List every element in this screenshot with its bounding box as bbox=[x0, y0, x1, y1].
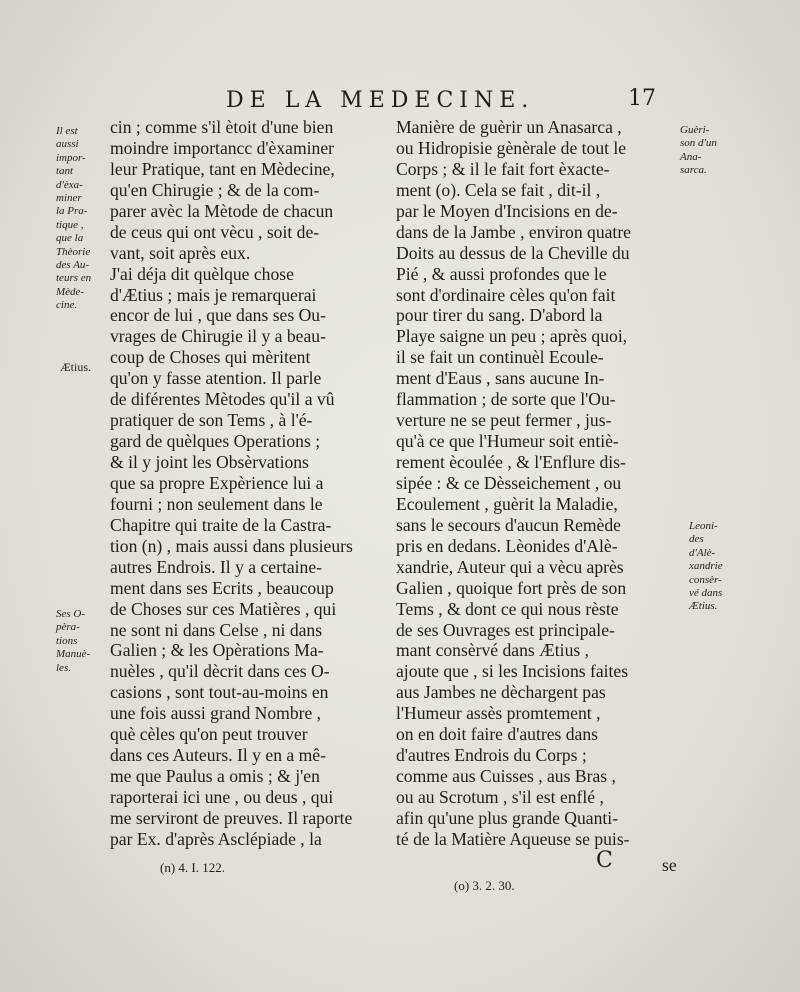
margin-note-line: son d'un bbox=[680, 137, 717, 150]
page-number: 17 bbox=[628, 86, 656, 111]
text-line: té de la Matière Aqueuse se puis- bbox=[396, 828, 630, 849]
text-line: Corps ; & il le fait fort èxacte- bbox=[396, 158, 610, 179]
text-line: vant, soit après eux. bbox=[110, 242, 251, 263]
text-line: Manière de guèrir un Anasarca , bbox=[396, 117, 622, 137]
text-line: verture ne se peut fermer , jus- bbox=[396, 410, 612, 431]
text-line: raporterai ici une , ou deus , qui bbox=[110, 787, 334, 807]
margin-note-line: impor- bbox=[56, 151, 86, 164]
margin-note-line: Manuè- bbox=[56, 648, 91, 661]
margin-note-line: des bbox=[689, 533, 704, 546]
text-line: mant consèrvé dans Ætius , bbox=[396, 640, 590, 661]
text-line: afin qu'une plus grande Quanti- bbox=[396, 807, 619, 828]
text-line: rement ècoulée , & l'Enflure dis- bbox=[396, 452, 626, 472]
text-line: que sa propre Expèrience lui a bbox=[110, 472, 324, 493]
margin-note-line: Mède- bbox=[56, 285, 85, 298]
margin-note-line: d'Alè- bbox=[689, 546, 716, 559]
margin-note-line: miner bbox=[56, 192, 82, 205]
text-line: par Ex. d'après Asclépiade , la bbox=[110, 828, 322, 849]
text-line: qu'en Chirugie ; & de la com- bbox=[110, 179, 320, 200]
catchword: se bbox=[662, 855, 677, 875]
margin-note-importance bbox=[56, 125, 91, 313]
text-line: xandrie, Auteur qui a vècu après bbox=[396, 556, 624, 577]
margin-note-line: tique , bbox=[56, 218, 84, 231]
text-line: moindre importancc d'èxaminer bbox=[110, 137, 334, 158]
margin-note-line: Ætius. bbox=[60, 360, 92, 374]
text-line: Galien ; & les Opèrations Ma- bbox=[110, 640, 324, 661]
text-line: de ses Ouvrages est principale- bbox=[396, 619, 615, 640]
margin-note-line: Il est bbox=[56, 125, 78, 137]
margin-note-line: tant bbox=[56, 165, 74, 178]
text-line: une fois aussi grand Nombre , bbox=[110, 703, 322, 724]
text-line: Doits au dessus de la Cheville du bbox=[396, 242, 630, 263]
text-line: sont d'ordinaire cèles qu'on fait bbox=[396, 284, 616, 305]
margin-note-leonides bbox=[689, 520, 723, 614]
margin-note-line: aussi bbox=[56, 138, 79, 151]
margin-note-line: Thèorie bbox=[56, 245, 91, 258]
margin-note-line: pèra- bbox=[56, 621, 80, 634]
margin-note-line: cine. bbox=[56, 299, 78, 312]
margin-note-line: tions bbox=[56, 634, 78, 647]
text-line: me serviront de preuves. Il raporte bbox=[110, 807, 353, 828]
text-line: il se fait un continuèl Ecoule- bbox=[396, 347, 604, 368]
text-line: què cèles qu'on peut trouver bbox=[110, 724, 308, 745]
margin-note-line: teurs en bbox=[56, 272, 92, 285]
text-line: J'ai déja dit quèlque chose bbox=[110, 263, 294, 284]
text-line: leur Pratique, tant en Mèdecine, bbox=[110, 158, 335, 179]
text-line: Ecoulement , guèrit la Maladie, bbox=[396, 493, 618, 514]
text-line: qu'à ce que l'Humeur soit entiè- bbox=[396, 431, 619, 452]
text-line: gard de quèlques Operations ; bbox=[110, 431, 321, 452]
margin-note-line: consèr- bbox=[689, 573, 722, 586]
margin-note-line: sarca. bbox=[680, 164, 707, 177]
margin-note-operations bbox=[56, 608, 90, 675]
running-head: DE LA MEDECINE. bbox=[226, 88, 535, 113]
margin-note-aetius bbox=[60, 361, 91, 374]
text-line: Tems , & dont ce qui nous rèste bbox=[396, 598, 619, 619]
text-line: casions , sont tout-au-moins en bbox=[110, 682, 329, 703]
text-line: sans le secours d'aucun Remède bbox=[396, 514, 621, 535]
text-line: par le Moyen d'Incisions en de- bbox=[396, 200, 618, 221]
text-line: aus Jambes ne dèchargent pas bbox=[396, 682, 606, 703]
text-line: tion (n) , mais aussi dans plusieurs bbox=[110, 535, 353, 556]
text-line: fourni ; non seulement dans le bbox=[110, 493, 323, 514]
text-line: Pié , & aussi profondes que le bbox=[396, 263, 607, 284]
margin-note-anasarca bbox=[680, 124, 717, 178]
text-line: de Choses sur ces Matières , qui bbox=[110, 598, 337, 619]
text-line: Playe saigne un peu ; après quoi, bbox=[396, 326, 628, 347]
text-line: me que Paulus a omis ; & j'en bbox=[110, 766, 320, 787]
text-line: ment dans ses Ecrits , beaucoup bbox=[110, 577, 334, 598]
text-line: pris en dedans. Lèonides d'Alè- bbox=[396, 535, 618, 556]
margin-note-line: Ætius. bbox=[689, 600, 718, 613]
text-line: cin ; comme s'il ètoit d'une bien bbox=[110, 117, 334, 137]
text-line: d'Ætius ; mais je remarquerai bbox=[110, 284, 317, 305]
footnote-n: (n) 4. I. 122. bbox=[160, 860, 225, 875]
margin-note-line: les. bbox=[56, 661, 71, 674]
text-line: vrages de Chirugie il y a beau- bbox=[110, 326, 326, 347]
text-line: autres Endrois. Il y a certaine- bbox=[110, 556, 323, 577]
text-line: dans ces Auteurs. Il y en a mê- bbox=[110, 745, 326, 766]
text-line: sipée : & ce Dèsseichement , ou bbox=[396, 472, 622, 493]
text-line: encor de lui , que dans ses Ou- bbox=[110, 305, 326, 326]
margin-note-line: Ses O- bbox=[56, 608, 86, 620]
text-line: parer avèc la Mètode de chacun bbox=[110, 200, 334, 221]
text-line: ment (o). Cela se fait , dit-il , bbox=[396, 179, 601, 200]
text-line: on en doit faire d'autres dans bbox=[396, 724, 599, 745]
footnote-o: (o) 3. 2. 30. bbox=[454, 878, 515, 893]
text-line: pour tirer du sang. D'abord la bbox=[396, 305, 603, 326]
text-line: de ceus qui ont vècu , soit de- bbox=[110, 221, 320, 242]
text-line: d'autres Endrois du Corps ; bbox=[396, 745, 587, 766]
text-line: flammation ; de sorte que l'Ou- bbox=[396, 389, 616, 410]
margin-note-line: la Pra- bbox=[56, 205, 88, 218]
text-line: qu'on y fasse atention. Il parle bbox=[110, 368, 322, 389]
margin-note-line: Ana- bbox=[680, 150, 702, 163]
text-column-right bbox=[396, 117, 680, 850]
margin-note-line: que la bbox=[56, 232, 84, 245]
text-line: ou Hidropisie gènèrale de tout le bbox=[396, 137, 627, 158]
text-line: ou au Scrotum , s'il est enflé , bbox=[396, 787, 604, 807]
text-line: ne sont ni dans Celse , ni dans bbox=[110, 619, 323, 640]
margin-note-line: Guèri- bbox=[680, 124, 710, 136]
margin-note-line: vé dans bbox=[689, 587, 723, 600]
margin-note-line: Leoni- bbox=[689, 520, 718, 532]
margin-note-line: des Au- bbox=[56, 259, 90, 272]
text-line: coup de Choses qui mèritent bbox=[110, 347, 311, 368]
text-line: l'Humeur assès promtement , bbox=[396, 703, 601, 724]
margin-note-line: d'èxa- bbox=[56, 178, 83, 191]
text-line: dans de la Jambe , environ quatre bbox=[396, 221, 631, 242]
text-line: comme aus Cuisses , aus Bras , bbox=[396, 766, 616, 787]
text-line: ment d'Eaus , sans aucune In- bbox=[396, 368, 605, 389]
text-line: & il y joint les Obsèrvations bbox=[110, 452, 309, 472]
text-line: de diférentes Mètodes qu'il a vû bbox=[110, 389, 335, 410]
text-line: Galien , quoique fort près de son bbox=[396, 577, 627, 598]
text-line: nuèles , qu'il dècrit dans ces O- bbox=[110, 661, 330, 682]
text-line: ajoute que , si les Incisions faites bbox=[396, 661, 629, 682]
signature-mark: C bbox=[596, 848, 613, 873]
text-line: Chapitre qui traite de la Castra- bbox=[110, 514, 332, 535]
text-column-left bbox=[110, 117, 390, 850]
text-line: pratiquer de son Tems , à l'é- bbox=[110, 410, 313, 431]
margin-note-line: xandrie bbox=[689, 560, 723, 573]
